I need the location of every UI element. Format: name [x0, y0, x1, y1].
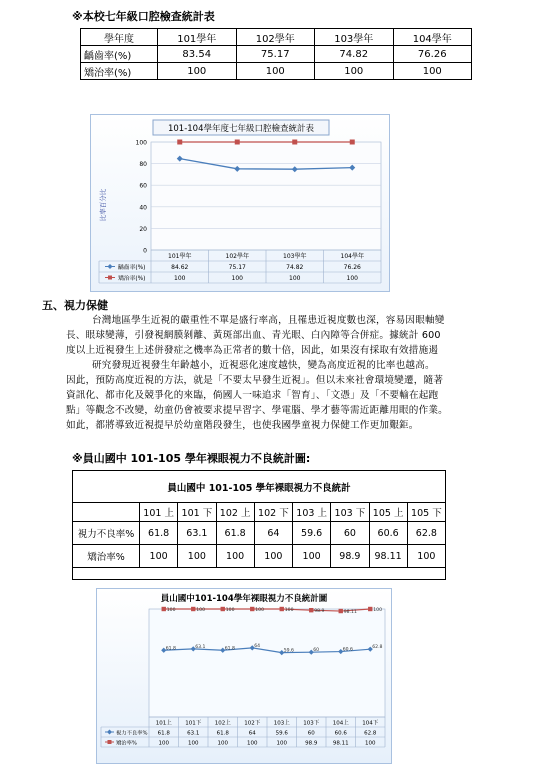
table-cell: 103學年 — [315, 29, 394, 46]
data-label: 60.6 — [342, 647, 353, 653]
data-table-value: 74.82 — [286, 264, 304, 271]
data-point — [309, 608, 313, 612]
y-tick-label: 80 — [139, 161, 147, 169]
table-cell: 100 — [293, 545, 331, 568]
data-point — [221, 607, 225, 611]
table-row — [81, 46, 472, 63]
data-point — [292, 140, 297, 145]
table-cell: 103 上 — [293, 503, 331, 522]
legend-marker — [108, 264, 113, 269]
vision-chart — [96, 588, 392, 764]
legend-label: 齲齒率(%) — [118, 265, 146, 271]
data-table-value: 100 — [346, 275, 358, 282]
data-point — [368, 607, 372, 611]
data-label: 59.6 — [283, 648, 294, 654]
data-table-value: 100 — [174, 275, 186, 282]
data-label: 100 — [196, 608, 206, 613]
data-table-value: 100 — [276, 740, 287, 747]
y-tick-label: 20 — [139, 225, 147, 233]
table-cell: 59.6 — [293, 522, 331, 545]
data-table-value: 84.62 — [171, 264, 189, 271]
legend-marker — [107, 730, 112, 735]
data-point — [339, 609, 343, 613]
table-cell: 103 下 — [331, 503, 369, 522]
data-label: 61.8 — [224, 646, 235, 652]
table-cell: 102 上 — [216, 503, 254, 522]
table-cell: 矯治率% — [73, 545, 140, 568]
table-cell: 視力不良率% — [73, 522, 140, 545]
x-tick-label: 103學年 — [283, 253, 307, 260]
table-cell: 98.9 — [331, 545, 369, 568]
table-cell: 100 — [140, 545, 178, 568]
paragraph-line: 資訊化、都市化及競爭化的來臨，倘國人一味追求「智育」、「文憑」及「不要輸在起跑 — [66, 390, 439, 401]
vision-table — [72, 502, 446, 568]
table-cell: 102 下 — [254, 503, 292, 522]
table-cell — [73, 503, 140, 522]
x-tick-label: 102上 — [214, 720, 231, 727]
vision-chart-svg — [97, 589, 391, 763]
table-cell: 98.11 — [369, 545, 407, 568]
table-cell: 齲齒率(%) — [81, 46, 158, 63]
data-label: 62.8 — [372, 645, 383, 651]
chart-title: 101-104學年度七年級口腔檢查統計表 — [167, 124, 315, 134]
plot-area — [151, 142, 381, 250]
x-tick-label: 104下 — [362, 720, 379, 727]
legend-marker — [108, 740, 112, 744]
table-cell: 100 — [407, 545, 445, 568]
x-tick-label: 104學年 — [340, 253, 364, 260]
data-table-value: 63.1 — [187, 730, 200, 737]
table-cell: 100 — [393, 63, 472, 80]
data-label: 100 — [255, 608, 265, 613]
data-table-value: 98.9 — [305, 740, 318, 747]
table-cell: 63.1 — [178, 522, 216, 545]
data-point — [191, 607, 195, 611]
table-cell: 101 下 — [178, 503, 216, 522]
table-cell: 100 — [216, 545, 254, 568]
table-cell: 100 — [236, 63, 315, 80]
oral-exam-table — [80, 28, 472, 80]
oral-exam-chart — [90, 114, 390, 292]
data-table-value: 75.17 — [228, 264, 246, 271]
table-cell: 76.26 — [393, 46, 472, 63]
data-label: 60 — [313, 648, 320, 654]
chart-title: 員山國中101-104學年裸眼視力不良統計圖 — [160, 594, 328, 604]
table-header-row — [81, 29, 472, 46]
data-label: 100 — [373, 608, 383, 613]
table-cell: 83.54 — [158, 46, 237, 63]
data-label: 100 — [225, 608, 235, 613]
data-table-value: 61.8 — [216, 730, 229, 737]
chart-ylabel: 比率百分比 — [99, 188, 107, 222]
table-cell: 100 — [315, 63, 394, 80]
table-cell: 102學年 — [236, 29, 315, 46]
x-tick-label: 103上 — [273, 720, 290, 727]
y-tick-label: 60 — [139, 182, 147, 190]
y-tick-label: 0 — [143, 247, 147, 255]
table-row — [81, 63, 472, 80]
table-cell: 60.6 — [369, 522, 407, 545]
x-tick-label: 103下 — [303, 720, 320, 727]
paragraph-line: 點」等觀念不改變，幼童仍會被要求提早習字、學電腦、學才藝等需近距離用眼的作業。 — [66, 405, 448, 416]
data-point — [280, 607, 284, 611]
data-table-value: 100 — [247, 740, 258, 747]
data-table-value: 100 — [289, 275, 301, 282]
oral-exam-heading: ※本校七年級口腔檢查統計表 — [72, 10, 215, 23]
paragraph-line: 研究發現近視發生年齡越小，近視惡化速度越快，變為高度近視的比率也越高。 — [92, 360, 435, 371]
table-row — [73, 522, 446, 545]
vision-care-paragraph — [66, 313, 520, 433]
table-cell: 學年度 — [81, 29, 158, 46]
paragraph-line: 因此，預防高度近視的方法，就是「不要太早發生近視」。但以未來社會環境變遷，隨著 — [66, 375, 444, 386]
data-table-value: 60.6 — [334, 730, 347, 737]
table-cell: 104學年 — [393, 29, 472, 46]
paragraph-line: 長、眼球變薄，引發視網膜剝離、黃斑部出血、青光眼、白內障等合併症。據統計 600 — [66, 330, 441, 341]
plot-area — [149, 609, 385, 717]
data-point — [250, 607, 254, 611]
data-table-value: 100 — [158, 740, 169, 747]
data-table-value: 100 — [217, 740, 228, 747]
data-table-value: 62.8 — [364, 730, 377, 737]
data-table-value: 100 — [231, 275, 243, 282]
data-label: 63.1 — [195, 644, 206, 650]
data-point — [350, 140, 355, 145]
table-cell: 101 上 — [140, 503, 178, 522]
legend-label: 視力不良率% — [116, 730, 148, 737]
table-cell: 100 — [178, 545, 216, 568]
y-tick-label: 40 — [139, 204, 147, 212]
data-table-value: 61.8 — [157, 730, 170, 737]
vision-table-title: 員山國中 101-105 學年裸眼視力不良統計 — [167, 483, 351, 494]
oral-exam-chart-svg — [91, 115, 389, 291]
data-table-value: 98.11 — [332, 740, 349, 747]
table-cell: 101學年 — [158, 29, 237, 46]
data-label: 100 — [166, 608, 176, 613]
table-cell: 105 上 — [369, 503, 407, 522]
data-label: 61.8 — [165, 646, 176, 652]
data-label: 100 — [284, 608, 294, 613]
vision-stat-heading: ※員山國中 101-105 學年裸眼視力不良統計圖: — [72, 452, 311, 465]
data-table-value: 64 — [248, 730, 256, 737]
data-table-value: 60 — [307, 730, 315, 737]
paragraph-line: 如此，都將導致近視提早於幼童階段發生，也使我國學童視力保健工作更加艱鉅。 — [66, 420, 419, 431]
data-table-value: 59.6 — [275, 730, 288, 737]
legend-label: 矯治率(%) — [118, 276, 146, 282]
paragraph-line: 台灣地區學生近視的嚴重性不單是盛行率高，且罹患近視度數也深，容易因眼軸變 — [92, 315, 445, 326]
y-tick-label: 100 — [135, 139, 147, 147]
data-table-value: 100 — [188, 740, 199, 747]
table-cell: 60 — [331, 522, 369, 545]
x-tick-label: 101學年 — [168, 253, 192, 260]
table-row — [73, 545, 446, 568]
data-label: 98.11 — [343, 610, 357, 616]
table-cell: 74.82 — [315, 46, 394, 63]
table-cell: 62.8 — [407, 522, 445, 545]
legend-label: 矯治率% — [116, 740, 137, 747]
table-cell: 矯治率(%) — [81, 63, 158, 80]
table-cell: 64 — [254, 522, 292, 545]
table-cell: 75.17 — [236, 46, 315, 63]
data-label: 64 — [254, 643, 261, 649]
table-cell: 100 — [158, 63, 237, 80]
table-cell: 61.8 — [140, 522, 178, 545]
data-table-value: 100 — [365, 740, 376, 747]
data-table-value: 76.26 — [343, 264, 361, 271]
data-label: 98.9 — [314, 609, 325, 615]
paragraph-line: 度以上近視發生上述併發症之機率為正常者的數十倍，因此，如果沒有採取有效措施遏 — [66, 345, 439, 356]
table-cell: 105 下 — [407, 503, 445, 522]
table-header-row — [73, 503, 446, 522]
data-point — [162, 607, 166, 611]
vision-care-heading: 五、視力保健 — [42, 299, 108, 312]
x-tick-label: 104上 — [332, 720, 349, 727]
table-cell: 61.8 — [216, 522, 254, 545]
x-tick-label: 101下 — [185, 720, 202, 727]
x-tick-label: 101上 — [155, 720, 172, 727]
data-point — [177, 140, 182, 145]
legend-marker — [108, 276, 112, 280]
x-tick-label: 102下 — [244, 720, 261, 727]
x-tick-label: 102學年 — [225, 253, 249, 260]
data-point — [235, 140, 240, 145]
table-cell: 100 — [254, 545, 292, 568]
